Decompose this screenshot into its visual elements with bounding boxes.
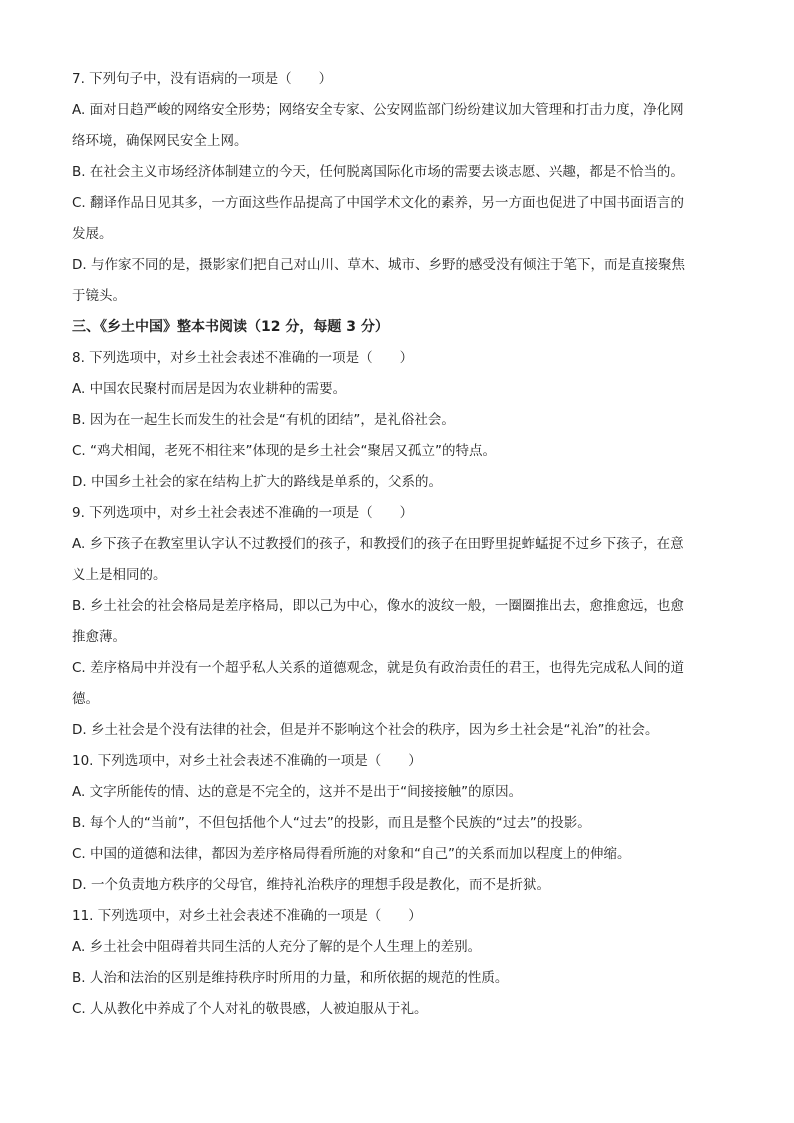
q7-option-c-line2: 发展。: [72, 226, 113, 242]
q11-option-b: B. 人治和法治的区别是维持秩序时所用的力量，和所依据的规范的性质。: [72, 970, 509, 986]
q9-option-d: D. 乡土社会是个没有法律的社会，但是并不影响这个社会的秩序，因为乡土社会是“礼治”的社会。: [72, 722, 659, 738]
q7-option-c-line1: C. 翻译作品日见其多，一方面这些作品提高了中国学术文化的素养，另一方面也促进了中国书面语言的: [72, 195, 685, 211]
exam-page: [72, 64, 722, 1025]
q11-option-c: C. 人从教化中养成了个人对礼的敬畏感，人被迫服从于礼。: [72, 1001, 428, 1017]
q8-option-b: B. 因为在一起生长而发生的社会是“有机的团结”，是礼俗社会。: [72, 412, 455, 428]
q7-option-b: B. 在社会主义市场经济体制建立的今天，任何脱离国际化市场的需要去谈志愿、兴趣，都是不恰当的。: [72, 164, 684, 180]
q9-option-a-line2: 义上是相同的。: [72, 567, 167, 583]
q8-option-d: D. 中国乡土社会的家在结构上扩大的路线是单系的，父系的。: [72, 474, 442, 490]
q11-option-a: A. 乡土社会中阻碍着共同生活的人充分了解的是个人生理上的差别。: [72, 939, 482, 955]
q9-option-c-line2: 德。: [72, 691, 99, 707]
section-title: 三、《乡土中国》整本书阅读（12 分，每题 3 分）: [72, 319, 389, 335]
q10-option-d: D. 一个负责地方秩序的父母官，维持礼治秩序的理想手段是教化，而不是折狱。: [72, 877, 550, 893]
q9-option-b-line2: 推愈薄。: [72, 629, 126, 645]
q7-option-d-line2: 于镜头。: [72, 288, 126, 304]
q9-option-b-line1: B. 乡土社会的社会格局是差序格局，即以己为中心，像水的波纹一般，一圈圈推出去，愈推愈远，也愈: [72, 598, 684, 614]
q7-option-d-line1: D. 与作家不同的是，摄影家们把自己对山川、草木、城市、乡野的感受没有倾注于笔下，而是直接聚焦: [72, 257, 685, 273]
q10-option-b: B. 每个人的“当前”，不但包括他个人“过去”的投影，而且是整个民族的“过去”的投影。: [72, 815, 591, 831]
q8-option-c: C. “鸡犬相闻，老死不相往来”体现的是乡土社会“聚居又孤立”的特点。: [72, 443, 496, 459]
q9-option-c-line1: C. 差序格局中并没有一个超乎私人关系的道德观念，就是负有政治责任的君王，也得先完成私人间的道: [72, 660, 685, 676]
q7-option-a-line2: 络环境，确保网民安全上网。: [72, 133, 248, 149]
q10-option-c: C. 中国的道德和法律，都因为差序格局得看所施的对象和“自己”的关系而加以程度上的伸缩。: [72, 846, 631, 862]
q10-stem: 10. 下列选项中，对乡土社会表述不准确的一项是（ ）: [72, 753, 422, 769]
q10-option-a: A. 文字所能传的情、达的意是不完全的，这并不是出于“间接接触”的原因。: [72, 784, 523, 800]
q9-option-a-line1: A. 乡下孩子在教室里认字认不过教授们的孩子，和教授们的孩子在田野里捉蚱蜢捉不过乡下孩子，在意: [72, 536, 684, 552]
q11-stem: 11. 下列选项中，对乡土社会表述不准确的一项是（ ）: [72, 908, 422, 924]
q8-option-a: A. 中国农民聚村而居是因为农业耕种的需要。: [72, 381, 347, 397]
q9-stem: 9. 下列选项中，对乡土社会表述不准确的一项是（ ）: [72, 505, 414, 521]
q7-stem: 7. 下列句子中，没有语病的一项是（ ）: [72, 71, 333, 87]
q7-option-a-line1: A. 面对日趋严峻的网络安全形势；网络安全专家、公安网监部门纷纷建议加大管理和打击力度，净化网: [72, 102, 684, 118]
q8-stem: 8. 下列选项中，对乡土社会表述不准确的一项是（ ）: [72, 350, 414, 366]
